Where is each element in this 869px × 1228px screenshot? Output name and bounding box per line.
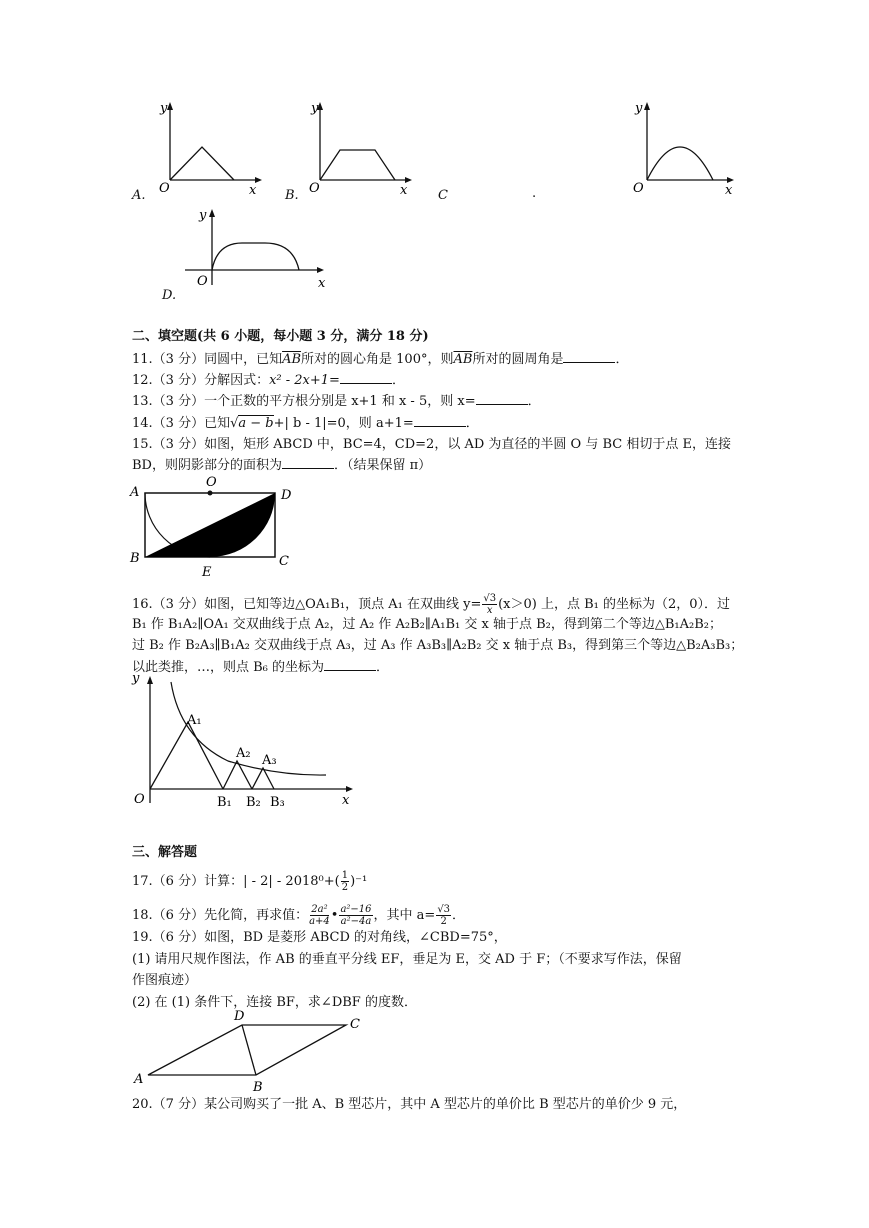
q14-end: ． [465,416,479,431]
question-18 [132,904,465,927]
q12-prefix: 12.（3 分）分解因式： [132,373,270,388]
question-12 [132,371,405,390]
q14-mid: +| b - 1|=0，则 a+1= [273,416,414,431]
figure-q15-rectangle [128,470,308,580]
q15-line2-end: ．（结果保留 π） [333,458,432,473]
origin-label: O [197,274,208,289]
origin-label: O [633,181,644,196]
question-13 [132,392,541,411]
point-a3-label: A₃ [262,753,277,768]
sqrt-icon: √ [230,416,239,431]
axis-x-label: x [342,793,350,808]
q11-mid: 所对的圆心角是 100°，则 [301,352,454,367]
point-o-label: O [206,475,217,490]
axis-x-label: x [318,276,326,291]
axis-y-label: y [311,101,319,116]
answer-blank[interactable] [476,392,528,405]
point-b2-label: B₂ [246,795,261,810]
q18-dot: • [330,908,339,923]
q18-f3-num: √3 [437,904,451,915]
q11-end: ． [615,352,629,367]
q18-f1-num: 2a² [311,904,328,915]
axis-x-label: x [725,183,733,198]
question-11 [132,350,628,369]
axis-y-label: y [132,671,140,686]
q12-expr: x² - 2x+1= [269,373,340,388]
q18-end: ． [452,908,466,923]
answer-blank[interactable] [282,456,334,469]
q17-frac-num: 1 [341,870,349,881]
question-20: 20.（7 分）某公司购买了一批 A、B 型芯片，其中 A 型芯片的单价比 B 型芯片的单价少 9 元， [132,1097,687,1112]
axis-y-label: y [635,101,643,116]
q17-suffix: )⁻¹ [350,874,368,889]
q18-mid: ，其中 a= [373,908,436,923]
q13-text: 13.（3 分）一个正数的平方根分别是 x+1 和 x - 5，则 x= [132,394,476,409]
point-b-label: B [130,551,140,566]
q14-sqrt: a − b [238,416,274,431]
axis-y-label: y [199,208,207,223]
question-16-line-3: 过 B₂ 作 B₂A₃∥B₁A₂ 交双曲线于点 A₃，过 A₃ 作 A₃B₃∥A₂B₂ 交 x 轴于点 B₃，得到第三个等边△B₂A₃B₃； [132,638,744,653]
q17-prefix: 17.（6 分）计算：| - 2| - 2018⁰+( [132,874,340,889]
question-16-line-1 [132,593,730,616]
option-b-label: B. [285,188,299,203]
q11-arc-1: $\overline{AB}$ [282,352,302,367]
option-c-dot: . [532,186,537,201]
q18-fraction-3 [436,904,451,927]
question-14 [132,414,479,433]
q11-suffix: 所对的圆周角是 [472,352,564,367]
option-c-label: C [438,188,448,203]
section-2-title: 二、填空题(共 6 小题，每小题 3 分，满分 18 分) [132,329,429,344]
question-19-line-1: 19.（6 分）如图，BD 是菱形 ABCD 的对角线，∠CBD=75°， [132,930,507,945]
question-15-line-1: 15.（3 分）如图，矩形 ABCD 中，BC=4，CD=2，以 AD 为直径的半圆 O 与 BC 相切于点 E，连接 [132,437,731,452]
q16-fraction [482,593,497,616]
option-a-label: A. [132,188,146,203]
point-a1-label: A₁ [187,713,202,728]
q11-arc-2: $\overline{AB}$ [453,352,473,367]
question-17 [132,870,367,893]
point-d-label: D [234,1009,245,1024]
question-16-line-2: B₁ 作 B₁A₂∥OA₁ 交双曲线于点 A₂，过 A₂ 作 A₂B₂∥A₁B₁ 交 x 轴于点 B₂，得到第二个等边△B₁A₂B₂； [132,617,723,632]
q16-frac-num: √3 [483,593,497,604]
point-e-label: E [202,565,212,580]
q18-f2-num: a²−16 [340,904,372,915]
point-c-label: C [350,1017,360,1032]
q16-line4-end: ． [376,660,390,675]
q16-line1-suffix: (x＞0) 上，点 B₁ 的坐标为（2，0）．过 [498,597,731,612]
origin-label: O [309,181,320,196]
q15-line2-prefix: BD，则阴影部分的面积为 [132,458,282,473]
q18-prefix: 18.（6 分）先化简，再求值： [132,908,309,923]
axis-x-label: x [249,183,257,198]
q16-line1-prefix: 16.（3 分）如图，已知等边△OA₁B₁，顶点 A₁ 在双曲线 y= [132,597,482,612]
point-a-label: A [130,485,140,500]
q11-prefix: 11.（3 分）同圆中，已知 [132,352,283,367]
point-b3-label: B₃ [270,795,285,810]
figure-q16-hyperbola [128,668,358,813]
answer-blank[interactable] [563,350,615,363]
point-b-label: B [253,1080,263,1095]
origin-label: O [159,181,170,196]
option-d-label: D. [162,288,177,303]
q17-fraction [341,870,349,893]
graph-option-d [185,203,335,293]
q18-fraction-1 [309,904,330,927]
origin-label: O [134,792,145,807]
q18-f2-den: a²−4a [340,916,372,927]
point-b1-label: B₁ [217,795,232,810]
q18-f1-den: a+4 [309,916,330,927]
q18-fraction-2 [339,904,372,927]
axis-y-label: y [160,101,168,116]
answer-blank[interactable] [340,371,392,384]
section-3-title: 三、解答题 [132,845,198,860]
point-a-label: A [134,1072,144,1087]
point-a2-label: A₂ [236,746,251,761]
q16-frac-den: x [486,605,493,616]
figure-q19-rhombus [128,1005,368,1095]
q12-end: ． [391,373,405,388]
q13-end: ． [527,394,541,409]
q16-line4-prefix: 以此类推，…，则点 B₆ 的坐标为 [132,660,325,675]
axis-x-label: x [400,183,408,198]
point-c-label: C [279,554,289,569]
graph-option-a [150,98,265,198]
point-d-label: D [281,488,292,503]
answer-blank[interactable] [414,414,466,427]
question-19-line-4: (2) 在 (1) 条件下，连接 BF，求∠DBF 的度数． [132,995,417,1010]
question-19-line-2: (1) 请用尺规作图法，作 AB 的垂直平分线 EF，垂足为 E，交 AD 于 F；（不要求写作法，保留 [132,952,682,967]
q17-frac-den: 2 [341,882,349,893]
graph-option-b [305,98,420,198]
q18-f3-den: 2 [440,916,447,927]
question-19-line-3: 作图痕迹） [132,973,198,988]
graph-option-c [625,98,740,198]
q14-prefix: 14.（3 分）已知 [132,416,231,431]
